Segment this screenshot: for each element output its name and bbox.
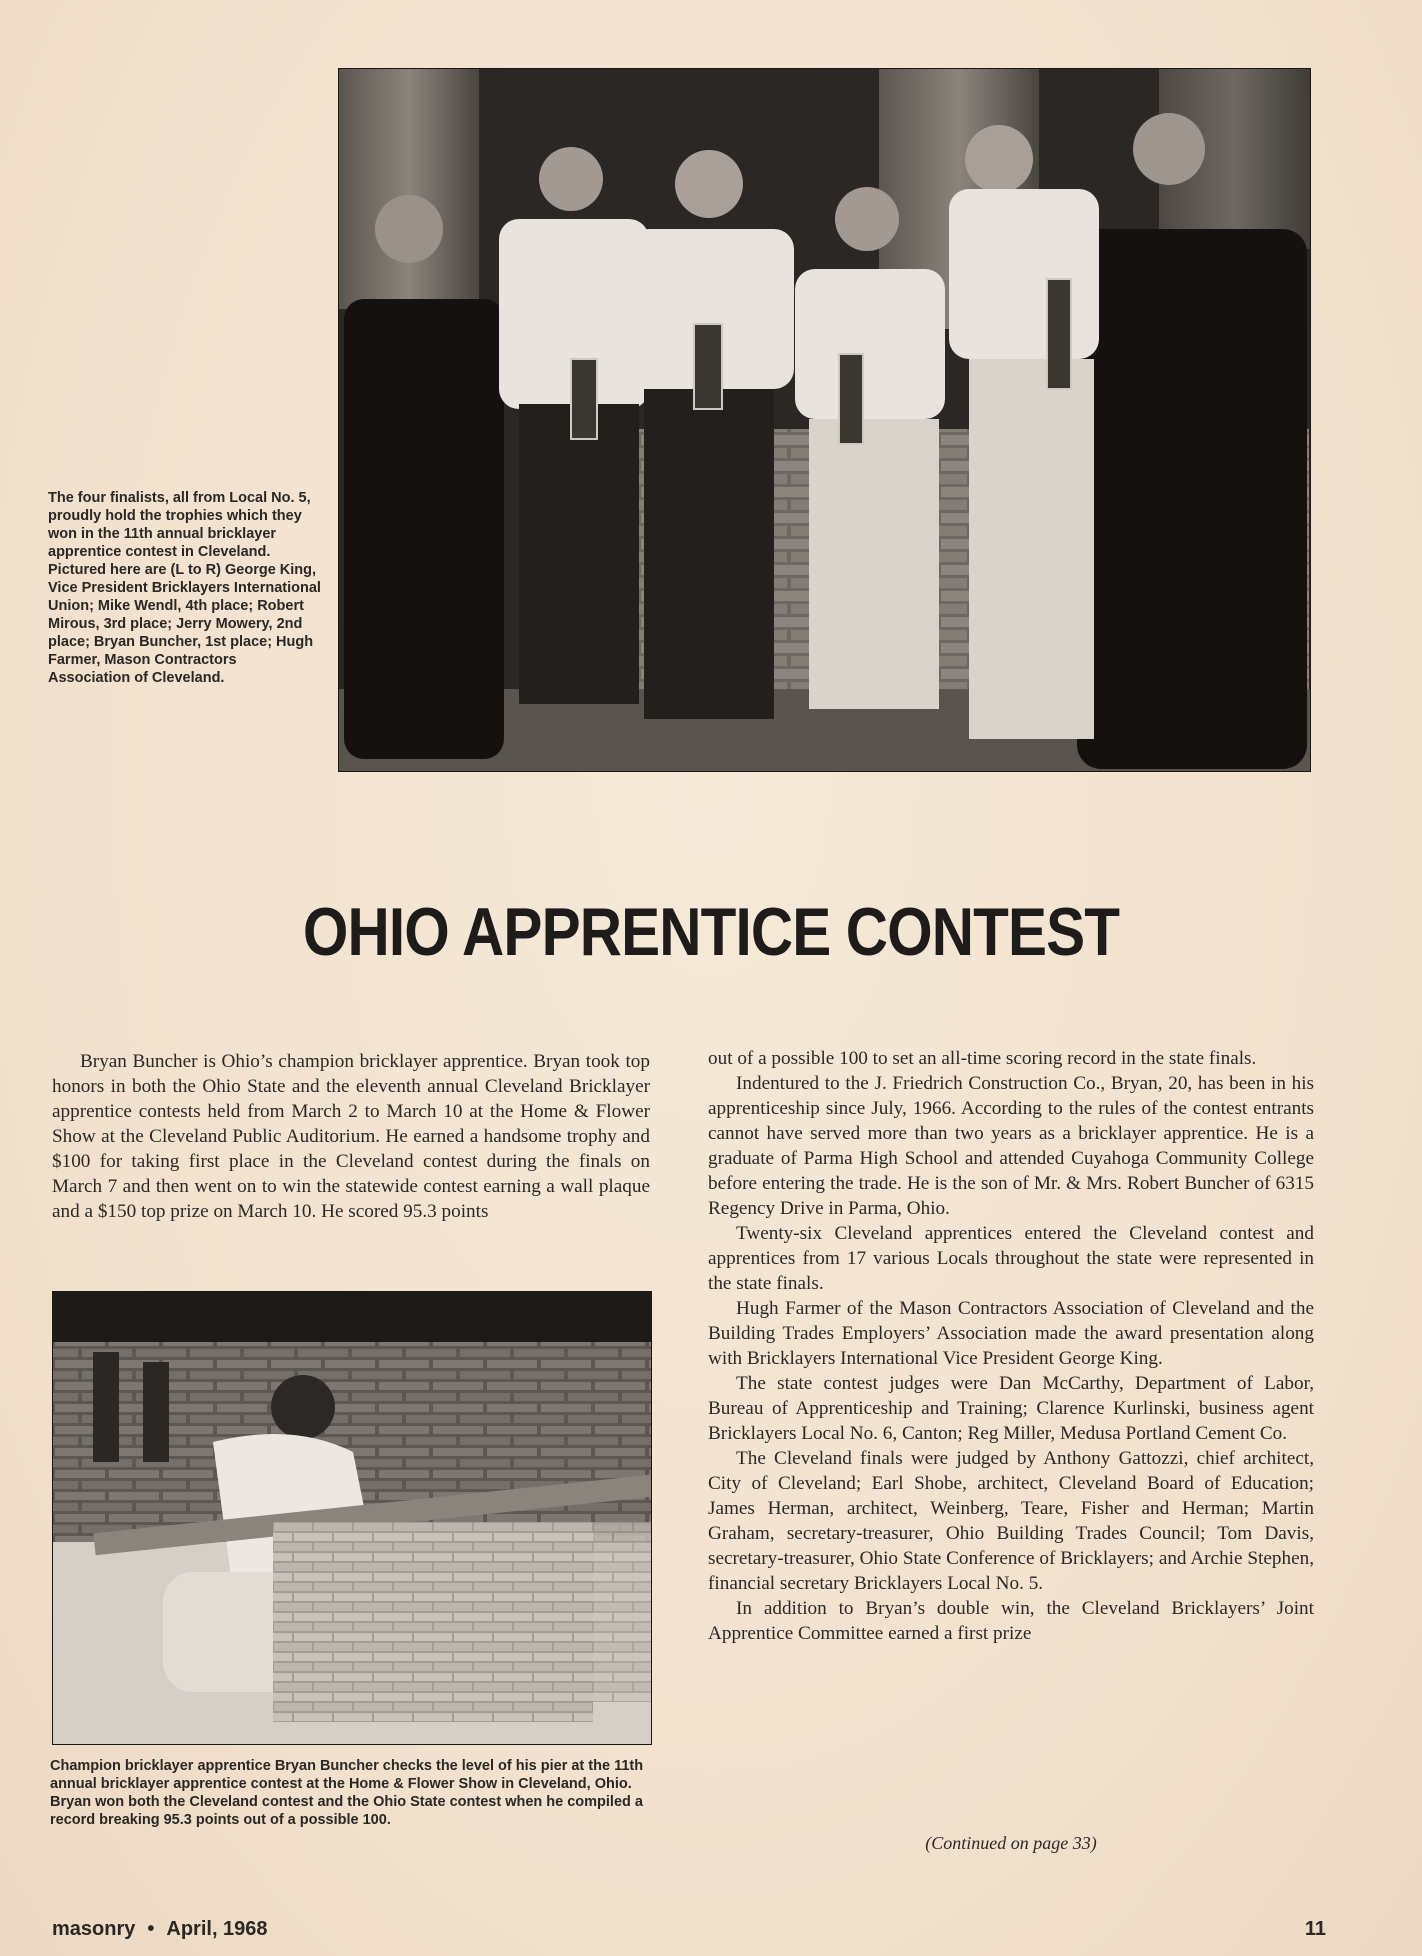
article-paragraph: Hugh Farmer of the Mason Contractors Association of Cleveland and the Building Trades Employers’ Association made the award presentation along with Bricklayers International Vice President George King. [708,1298,1314,1369]
champion-photo-caption: Champion bricklayer apprentice Bryan Buncher checks the level of his pier at the 11th annual bricklayer apprentice contest at the Home & Flower Show in Cleveland, Ohio. Bryan won both the Cleveland contest and the Ohio State contest when he compiled a record breaking 95.3 points out of a possible 100. [50,1758,644,1828]
article-column-left [52,1049,650,1224]
article-paragraph: The Cleveland finals were judged by Anthony Gattozzi, chief architect, City of Cleveland; Earl Shobe, architect, Cleveland Board of Education; James Herman, architect, Weinberg, Teare, Fisher and Herman; Martin Graham, secretary-treasurer, Ohio Building Trades Council; Tom Davis, secretary-treasurer, Ohio State Conference of Bricklayers; and Archie Stephen, financial secretary Bricklayers Local No. 5. [708,1448,1314,1594]
article-paragraph: Bryan Buncher is Ohio’s champion bricklayer apprentice. Bryan took top honors in both the Ohio State and the eleventh annual Cleveland Bricklayer apprentice contests held from March 2 to March 10 at the Home & Flower Show at the Cleveland Public Auditorium. He earned a handsome trophy and $100 for taking first place in the Cleveland contest during the finals on March 7 and then went on to win the statewide contest earning a wall plaque and a $150 top prize on March 10. He scored 95.3 points [52,1051,650,1222]
page-number: 11 [1304,1918,1326,1940]
article-paragraph: out of a possible 100 to set an all-time scoring record in the state finals. [708,1048,1257,1069]
continued-note: (Continued on page 33) [925,1833,1097,1853]
article-paragraph: The state contest judges were Dan McCarthy, Department of Labor, Bureau of Apprenticeship and Training; Clarence Kurlinski, business agent Bricklayers Local No. 6, Canton; Reg Miller, Medusa Portland Cement Co. [708,1373,1314,1444]
article-paragraph: In addition to Bryan’s double win, the Cleveland Bricklayers’ Joint Apprentice Committee earned a first prize [708,1598,1314,1644]
article-column-right [708,1046,1314,1646]
article-paragraph: Indentured to the J. Friedrich Construction Co., Bryan, 20, has been in his apprenticeship since July, 1966. According to the rules of the contest entrants cannot have served more than two years as a bricklayer apprentice. He is a graduate of Parma High School and attended Cuyahoga Community College before entering the trade. He is the son of Mr. & Mrs. Robert Buncher of 6315 Regency Drive in Parma, Ohio. [708,1073,1314,1219]
separator-dot: • [147,1918,155,1940]
magazine-name: masonry [52,1918,136,1940]
article-paragraph: Twenty-six Cleveland apprentices entered the Cleveland contest and apprentices from 17 various Locals throughout the state were represented in the state finals. [708,1223,1314,1294]
page-footer [52,1918,268,1941]
finalists-photo-caption: The four finalists, all from Local No. 5, proudly hold the trophies which they won in the 11th annual bricklayer apprentice contest in Cleveland. Pictured here are (L to R) George King, Vice President Bricklayers International Union; Mike Wendl, 4th place; Robert Mirous, 3rd place; Jerry Mowery, 2nd place; Bryan Buncher, 1st place; Hugh Farmer, Mason Contractors Association of Cleveland. [48,490,321,686]
page-title: OHIO APPRENTICE CONTEST [302,894,1120,970]
champion-photo [52,1291,652,1745]
finalists-photo [338,68,1311,772]
issue-date: April, 1968 [166,1918,268,1940]
